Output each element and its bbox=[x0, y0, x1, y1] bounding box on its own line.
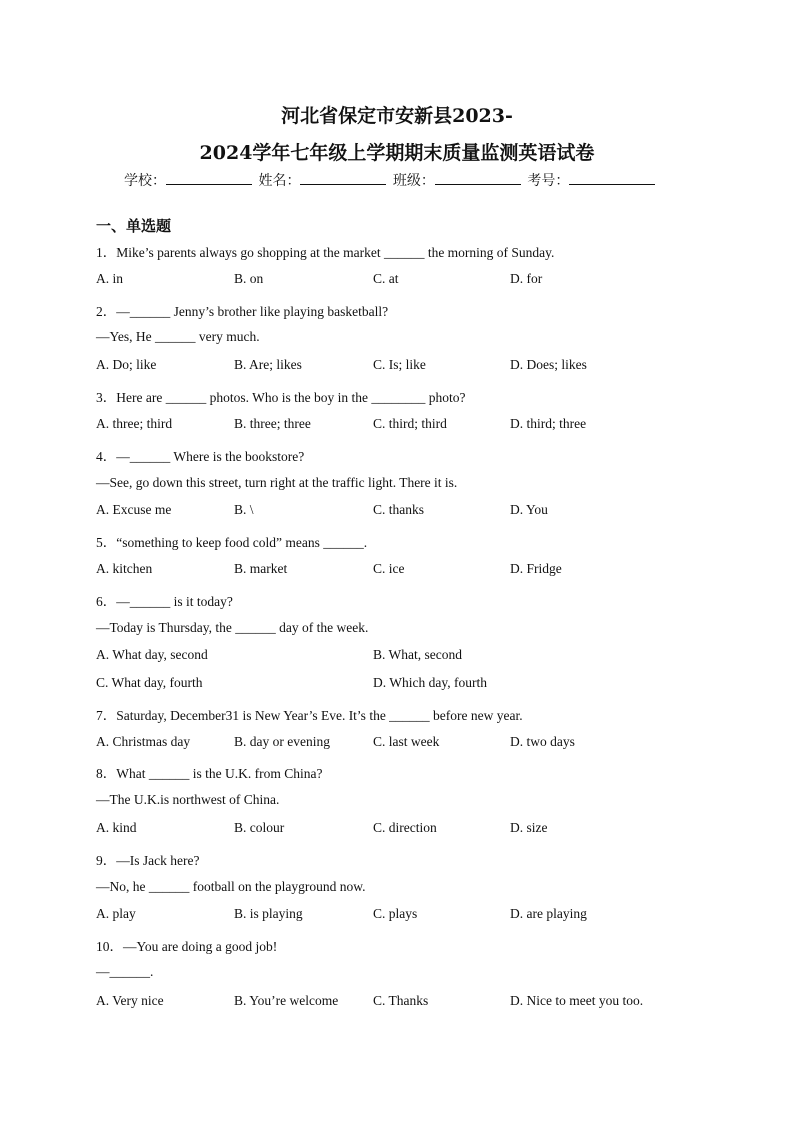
question-8-option-b: B. colour bbox=[234, 820, 285, 835]
question-3-option-b: B. three; three bbox=[234, 416, 311, 431]
section-heading: 一、单选题 bbox=[96, 217, 172, 235]
number-blank[interactable] bbox=[569, 172, 655, 185]
question-9-option-a: A. play bbox=[96, 906, 136, 921]
question-6-option-d: D. Which day, fourth bbox=[373, 675, 487, 690]
question-5-option-d: D. Fridge bbox=[510, 561, 562, 576]
question-3-stem: 3．Here are ______ photos. Who is the boy in the ________ photo? bbox=[96, 390, 466, 405]
question-8-stem: 8．What ______ is the U.K. from China? bbox=[96, 766, 323, 781]
question-5-option-a: A. kitchen bbox=[96, 561, 153, 576]
question-7-option-c: C. last week bbox=[373, 734, 440, 749]
question-4-stem: 4．—______ Where is the bookstore? bbox=[96, 449, 305, 464]
question-1-option-a: A. in bbox=[96, 271, 123, 286]
question-10-option-d: D. Nice to meet you too. bbox=[510, 993, 644, 1008]
school-label: 学校： bbox=[124, 173, 166, 189]
question-9-option-c: C. plays bbox=[373, 906, 418, 921]
question-4-option-d: D. You bbox=[510, 502, 548, 517]
question-8-option-d: D. size bbox=[510, 820, 548, 835]
question-6-option-c: C. What day, fourth bbox=[96, 675, 203, 690]
question-9-option-b: B. is playing bbox=[234, 906, 303, 921]
question-10-option-b: B. You’re welcome bbox=[234, 993, 339, 1008]
question-4-stem-reply: —See, go down this street, turn right at the traffic light. There it is. bbox=[96, 475, 458, 490]
question-2-option-c: C. Is; like bbox=[373, 357, 426, 372]
question-6-option-a: A. What day, second bbox=[96, 647, 208, 662]
question-9-stem-reply: —No, he ______ football on the playground now. bbox=[96, 879, 366, 894]
question-10-option-c: C. Thanks bbox=[373, 993, 429, 1008]
exam-title-line1: 河北省保定市安新县2023- bbox=[281, 105, 513, 127]
question-1-stem: 1．Mike’s parents always go shopping at the market ______ the morning of Sunday. bbox=[96, 245, 555, 260]
question-3-option-d: D. third; three bbox=[510, 416, 587, 431]
question-5-option-b: B. market bbox=[234, 561, 288, 576]
question-7-option-d: D. two days bbox=[510, 734, 575, 749]
number-label: 考号： bbox=[527, 173, 570, 189]
question-2-stem-reply: —Yes, He ______ very much. bbox=[96, 329, 260, 344]
question-10-option-a: A. Very nice bbox=[96, 993, 164, 1008]
student-info-row bbox=[124, 170, 657, 190]
question-4-option-a: A. Excuse me bbox=[96, 502, 172, 517]
question-5-option-c: C. ice bbox=[373, 561, 405, 576]
class-blank[interactable] bbox=[435, 172, 521, 185]
question-2-stem: 2．—______ Jenny’s brother like playing basketball? bbox=[96, 304, 389, 319]
question-4-option-c: C. thanks bbox=[373, 502, 425, 517]
exam-title-line2: 2024学年七年级上学期期末质量监测英语试卷 bbox=[199, 142, 595, 164]
question-1-option-d: D. for bbox=[510, 271, 543, 286]
question-6-stem-reply: —Today is Thursday, the ______ day of the week. bbox=[96, 620, 369, 635]
question-1-option-c: C. at bbox=[373, 271, 399, 286]
question-4-option-b: B. \ bbox=[234, 502, 254, 517]
question-2-option-d: D. Does; likes bbox=[510, 357, 587, 372]
question-3-option-a: A. three; third bbox=[96, 416, 173, 431]
question-7-option-a: A. Christmas day bbox=[96, 734, 191, 749]
question-8-stem-reply: —The U.K.is northwest of China. bbox=[96, 792, 280, 807]
question-3-option-c: C. third; third bbox=[373, 416, 447, 431]
question-9-stem: 9．—Is Jack here? bbox=[96, 853, 200, 868]
question-2-option-a: A. Do; like bbox=[96, 357, 157, 372]
question-6-stem: 6．—______ is it today? bbox=[96, 594, 233, 609]
question-2-option-b: B. Are; likes bbox=[234, 357, 302, 372]
question-7-option-b: B. day or evening bbox=[234, 734, 330, 749]
question-8-option-c: C. direction bbox=[373, 820, 437, 835]
question-10-stem-reply: —______. bbox=[96, 964, 154, 979]
question-1-option-b: B. on bbox=[234, 271, 264, 286]
question-7-stem: 7．Saturday, December31 is New Year’s Eve. It’s the ______ before new year. bbox=[96, 708, 523, 723]
question-6-option-b: B. What, second bbox=[373, 647, 462, 662]
school-blank[interactable] bbox=[166, 172, 252, 185]
question-8-option-a: A. kind bbox=[96, 820, 137, 835]
class-label: 班级： bbox=[392, 173, 435, 189]
name-label: 姓名： bbox=[258, 173, 301, 189]
question-10-stem: 10．—You are doing a good job! bbox=[96, 939, 278, 954]
question-9-option-d: D. are playing bbox=[510, 906, 587, 921]
question-5-stem: 5．“something to keep food cold” means ______. bbox=[96, 535, 368, 550]
name-blank[interactable] bbox=[300, 172, 386, 185]
